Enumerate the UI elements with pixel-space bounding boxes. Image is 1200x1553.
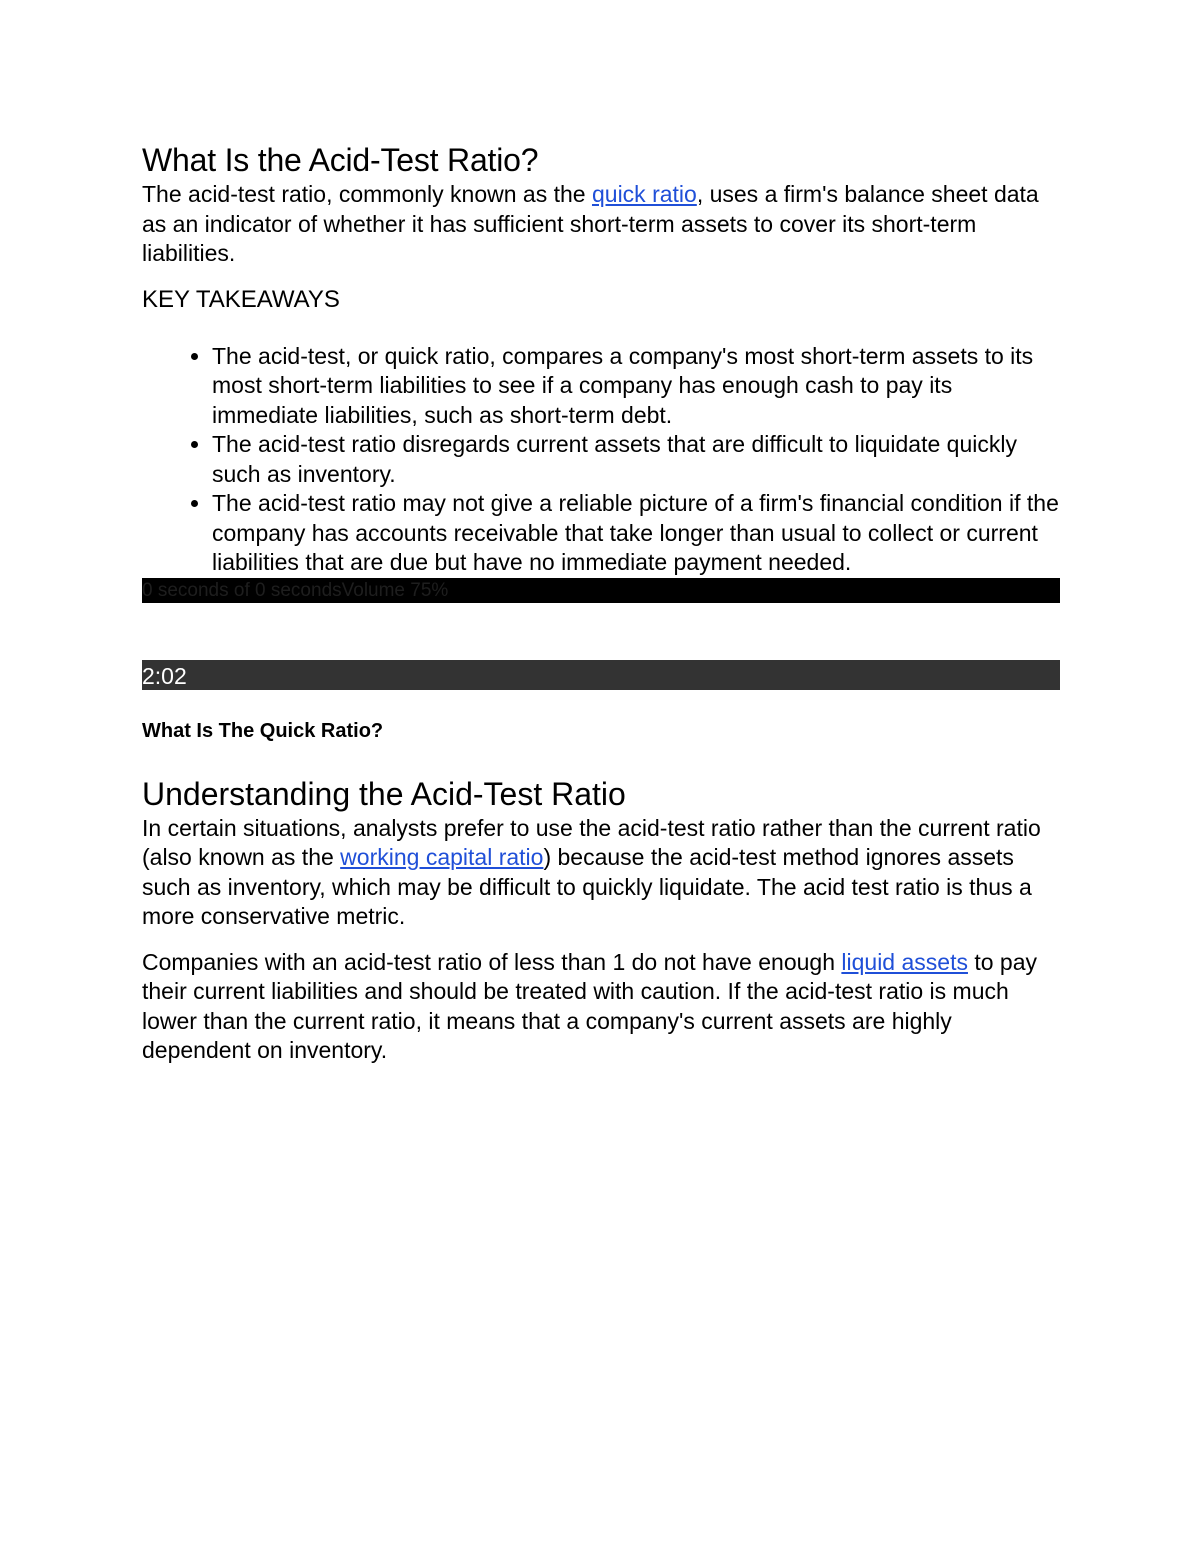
liquid-assets-link[interactable]: liquid assets (841, 948, 968, 975)
takeaway-item: • The acid-test ratio may not give a reliable picture of a firm's financial condition if the company has accounts receivable that take longer than usual to collect or current liabilities that are due but have no immediate payment needed. (212, 489, 1060, 578)
p1-text-start: In certain situations, analysts prefer to use the acid-test ratio rather than the current ratio (also known as the (142, 814, 1041, 870)
intro-paragraph (142, 180, 1060, 269)
intro-text-end: , uses a firm's balance sheet data as an indicator of whether it has sufficient short-term assets to cover its short-term liabilities. (142, 181, 1039, 266)
key-takeaways-title: KEY TAKEAWAYS (142, 285, 340, 313)
video-player-status-bar[interactable]: 0 seconds of 0 secondsVolume 75% (142, 578, 1060, 603)
section-heading-understanding: Understanding the Acid-Test Ratio (142, 775, 626, 812)
quick-ratio-link[interactable]: quick ratio (591, 181, 697, 207)
section-heading-acid-test: What Is the Acid-Test Ratio? (142, 142, 539, 178)
p1-text-end: ) because the acid-test method ignores assets such as inventory, which may be difficult to quickly liquidate. The acid test ratio is thus a more conservative metric. (142, 844, 1032, 929)
document-page (142, 140, 1060, 1066)
working-capital-ratio-link[interactable]: working capital ratio (340, 844, 544, 870)
takeaway-item: • The acid-test, or quick ratio, compares a company's most short-term assets to its most short-term liabilities to see if a company has enough cash to pay its immediate liabilities, such as short-term debt. (212, 342, 1060, 431)
understanding-paragraph-1 (142, 814, 1060, 932)
key-takeaways-list (142, 342, 1060, 578)
takeaway-item: • The acid-test ratio disregards current assets that are difficult to liquidate quickly such as inventory. (212, 430, 1060, 489)
p2-text-end: to pay their current liabilities and should be treated with caution. If the acid-test ratio is much lower than the current ratio, it means that a company's current assets are highly dependent on inventory. (142, 948, 1038, 1063)
understanding-paragraph-2 (142, 948, 1060, 1066)
intro-text-start: The acid-test ratio, commonly known as the (142, 181, 592, 207)
video-duration-bar[interactable]: 2:02 (142, 660, 1060, 690)
p2-text-start: Companies with an acid-test ratio of less than 1 do not have enough (142, 948, 842, 975)
video-title: What Is The Quick Ratio? (142, 719, 384, 742)
